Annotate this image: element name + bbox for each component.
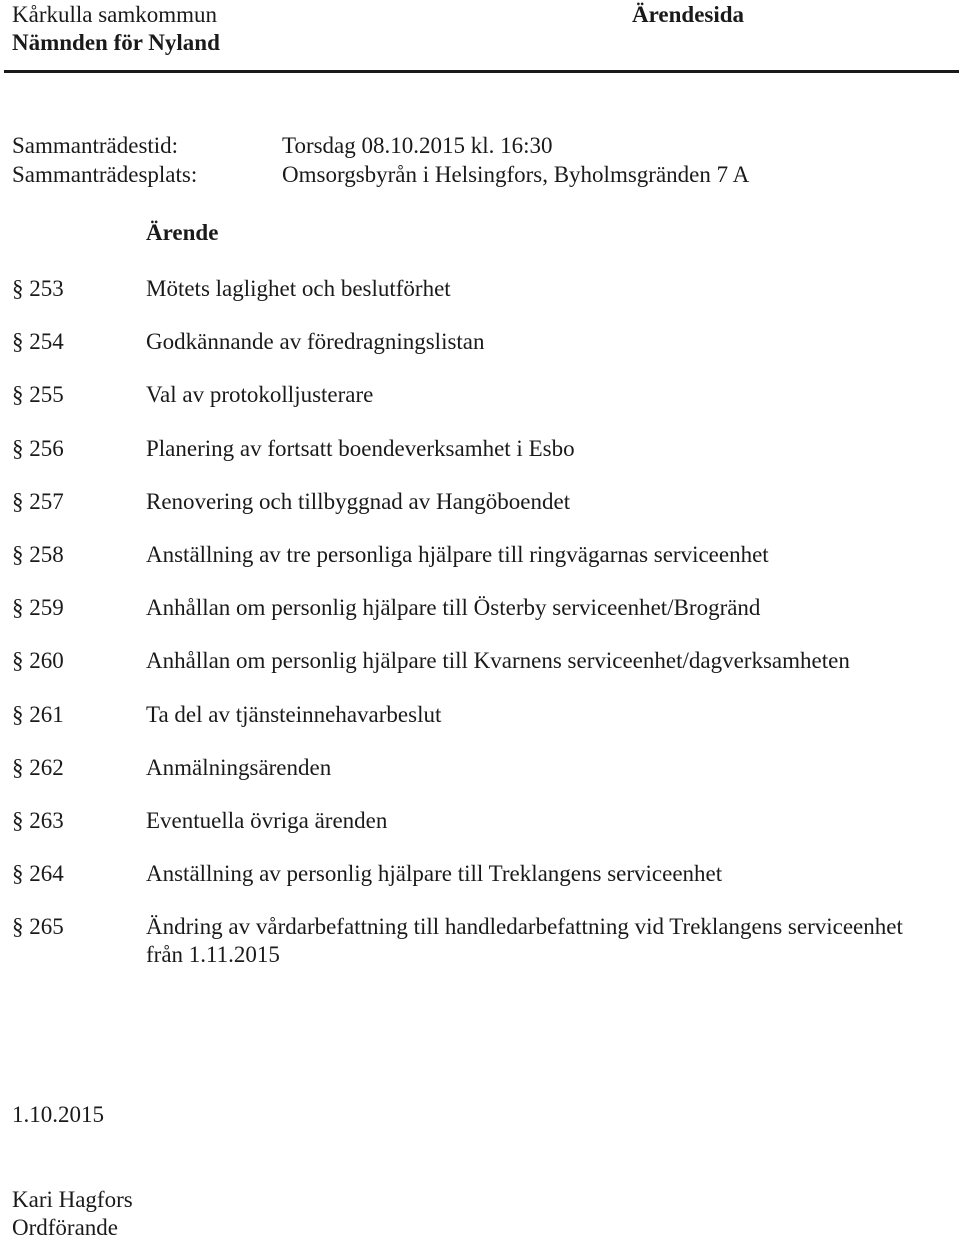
agenda-item bbox=[12, 860, 952, 913]
agenda-item-title: Val av protokolljusterare bbox=[146, 382, 374, 408]
agenda-item bbox=[12, 435, 952, 488]
agenda-item-title: Anställning av tre personliga hjälpare till ringvägarnas serviceenhet bbox=[146, 541, 769, 567]
agenda-item-number: § 255 bbox=[12, 382, 64, 408]
agenda-item-title: Anställning av personlig hjälpare till Treklangens serviceenhet bbox=[146, 861, 723, 887]
agenda-item-title: Anhållan om personlig hjälpare till Kvarnens serviceenhet/dagverksamheten bbox=[146, 648, 850, 674]
committee-name: Nämnden för Nyland bbox=[12, 30, 220, 55]
section-heading: Ärende bbox=[146, 220, 219, 245]
agenda-item bbox=[12, 647, 952, 700]
agenda-item bbox=[12, 328, 952, 381]
agenda-item-number: § 256 bbox=[12, 435, 64, 461]
agenda-item-title: Eventuella övriga ärenden bbox=[146, 807, 388, 833]
page-label: Ärendesida bbox=[632, 2, 745, 27]
agenda-item-number: § 261 bbox=[12, 701, 64, 727]
agenda-item-title: Planering av fortsatt boendeverksamhet i Esbo bbox=[146, 435, 575, 461]
agenda-item-number: § 264 bbox=[12, 861, 64, 887]
agenda-item-title: Ta del av tjänsteinnehavarbeslut bbox=[146, 701, 442, 727]
agenda-item-number: § 260 bbox=[12, 648, 64, 674]
agenda-item bbox=[12, 275, 952, 328]
signer-title: Ordförande bbox=[12, 1215, 119, 1240]
agenda-item-number: § 253 bbox=[12, 276, 64, 301]
meeting-date-value: Torsdag 08.10.2015 kl. 16:30 bbox=[282, 133, 553, 158]
agenda-item-number: § 265 bbox=[12, 914, 64, 940]
agenda-item bbox=[12, 488, 952, 541]
agenda-item-title: Ändring av vårdarbefattning till handledarbefattning vid Treklangens serviceenhet från 1.11.2015 bbox=[146, 914, 903, 968]
agenda-item bbox=[12, 913, 952, 969]
signer-name: Kari Hagfors bbox=[12, 1187, 133, 1212]
agenda-item-number: § 259 bbox=[12, 595, 64, 621]
meeting-place-label: Sammanträdesplats: bbox=[12, 162, 198, 187]
agenda-item-title: Renovering och tillbyggnad av Hangöboendet bbox=[146, 488, 571, 514]
agenda-item-title: Godkännande av föredragningslistan bbox=[146, 329, 485, 355]
header-divider bbox=[4, 70, 959, 73]
organization-header bbox=[12, 1, 220, 57]
agenda-item-number: § 263 bbox=[12, 807, 64, 833]
agenda-item bbox=[12, 541, 952, 594]
agenda-item-title: Anmälningsärenden bbox=[146, 754, 332, 780]
agenda-item-number: § 257 bbox=[12, 488, 64, 514]
agenda-item bbox=[12, 381, 952, 434]
signature-block bbox=[12, 1186, 133, 1242]
agenda-item-number: § 262 bbox=[12, 754, 64, 780]
agenda-list bbox=[12, 275, 952, 969]
organization-name: Kårkulla samkommun bbox=[12, 2, 218, 27]
agenda-item bbox=[12, 701, 952, 754]
agenda-item bbox=[12, 594, 952, 647]
agenda-item-number: § 254 bbox=[12, 329, 64, 355]
meeting-place-value: Omsorgsbyrån i Helsingfors, Byholmsgränden 7 A bbox=[282, 162, 750, 187]
agenda-item bbox=[12, 807, 952, 860]
agenda-item-number: § 258 bbox=[12, 541, 64, 567]
agenda-item-title: Anhållan om personlig hjälpare till Österby serviceenhet/Brogränd bbox=[146, 595, 761, 621]
agenda-item-title: Mötets laglighet och beslutförhet bbox=[146, 276, 451, 301]
document-date: 1.10.2015 bbox=[12, 1102, 104, 1127]
meeting-date-label: Sammanträdestid: bbox=[12, 133, 179, 158]
agenda-item bbox=[12, 754, 952, 807]
